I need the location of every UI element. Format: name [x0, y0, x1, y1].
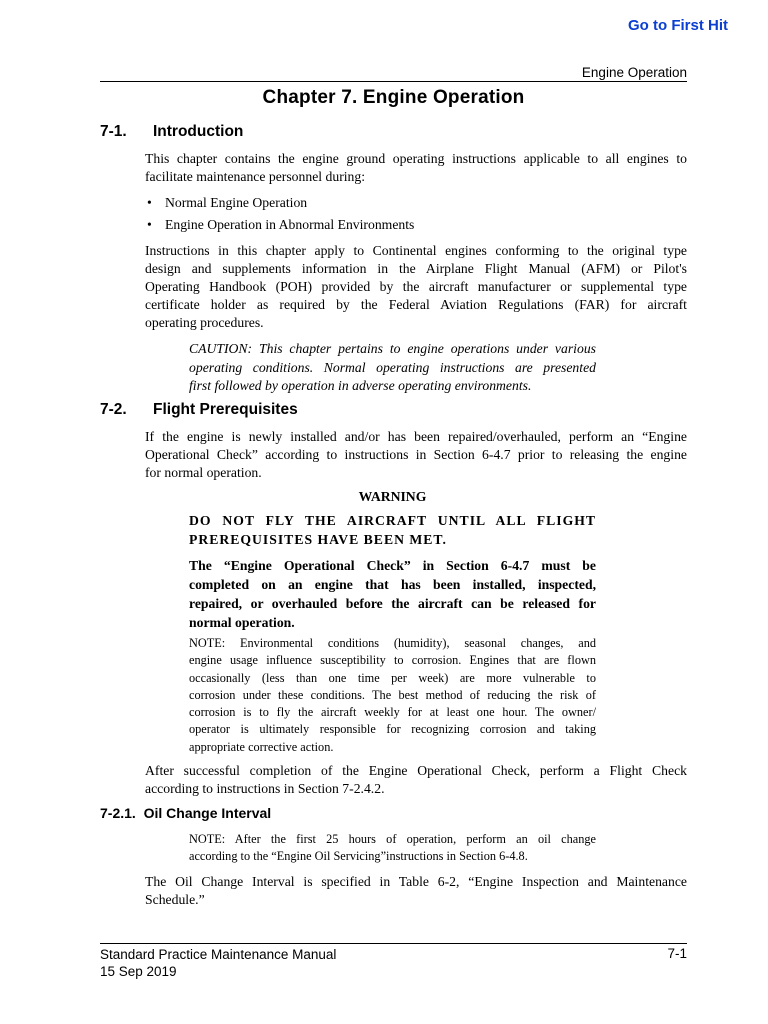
text-line: appropriate corrective action. — [189, 739, 334, 754]
section-title: Flight Prerequisites — [153, 401, 298, 418]
text-line: operating procedures. — [145, 315, 264, 330]
text-line: facilitate maintenance personnel during: — [145, 169, 366, 184]
running-header: Engine Operation — [581, 65, 687, 80]
list-item — [145, 215, 414, 237]
bullet-icon: • — [147, 217, 152, 232]
list-item-text: Engine Operation in Abnormal Environments — [165, 217, 415, 232]
section-number: 7-2. — [100, 401, 127, 418]
flight-check-paragraph — [145, 762, 687, 798]
text-line: CAUTION: This chapter pertains to engine operations under various — [189, 341, 596, 356]
text-line: repaired, or overhauled before the aircraft can be released for — [189, 596, 596, 611]
section-number: 7-2.1. — [100, 805, 136, 821]
text-line: After successful completion of the Engine Operational Check, perform a Flight Check — [145, 763, 687, 778]
warning-caps-text — [189, 511, 596, 549]
section-title: Introduction — [153, 123, 244, 140]
section-heading-7-2 — [100, 401, 298, 419]
text-line: The Oil Change Interval is specified in Table 6-2, “Engine Inspection and Maintenance — [145, 874, 687, 889]
text-line: Schedule.” — [145, 892, 205, 907]
text-line: design and supplements information in the Airplane Flight Manual (AFM) or Pilot's — [145, 261, 687, 276]
text-line: NOTE: After the first 25 hours of operation, perform an oil change — [189, 832, 596, 846]
corrosion-note — [189, 635, 596, 756]
text-line: first followed by operation in adverse operating environments. — [189, 378, 532, 393]
scope-paragraph — [145, 242, 687, 332]
text-line: This chapter contains the engine ground operating instructions applicable to all engines to — [145, 151, 687, 166]
text-line: DO NOT FLY THE AIRCRAFT UNTIL ALL FLIGHT — [189, 513, 596, 528]
text-line: for normal operation. — [145, 465, 262, 480]
text-line: completed on an engine that has been installed, inspected, — [189, 577, 596, 592]
bullet-icon: • — [147, 195, 152, 210]
warning-title: WARNING — [358, 489, 427, 504]
text-line: occasionally (less than one time per week) are more vulnerable to — [189, 670, 596, 685]
text-line: according to instructions in Section 7-2.4.2. — [145, 781, 385, 796]
section-heading-7-2-1 — [100, 805, 271, 821]
prerequisites-paragraph — [145, 428, 687, 482]
text-line: certificate holder as required by the Federal Aviation Regulations (FAR) for aircraft — [145, 297, 687, 312]
text-line: normal operation. — [189, 615, 295, 630]
text-line: according to the “Engine Oil Servicing”instructions in Section 6-4.8. — [189, 849, 528, 864]
footer-rule — [100, 943, 687, 944]
section-number: 7-1. — [100, 123, 127, 140]
text-line: operating conditions. Normal operating instructions are presented — [189, 359, 596, 375]
publication-date: 15 Sep 2019 — [100, 964, 177, 979]
section-title: Oil Change Interval — [143, 805, 272, 821]
chapter-title: Chapter 7. Engine Operation — [262, 87, 525, 108]
header-rule — [100, 81, 687, 82]
caution-note — [189, 340, 596, 396]
manual-title: Standard Practice Maintenance Manual — [100, 947, 337, 962]
text-line: NOTE: Environmental conditions (humidity), seasonal changes, and — [189, 636, 596, 650]
bullet-list — [145, 193, 414, 237]
text-line: The “Engine Operational Check” in Section 6-4.7 must be — [189, 558, 596, 573]
intro-paragraph — [145, 150, 687, 186]
section-heading-7-1 — [100, 123, 243, 141]
go-to-first-hit-link[interactable]: Go to First Hit — [628, 17, 728, 34]
text-line: corrosion under these conditions. The best method of reducing the risk of — [189, 687, 596, 702]
text-line: If the engine is newly installed and/or has been repaired/overhauled, perform an “Engine — [145, 429, 687, 444]
text-line: Operational Check” according to instructions in Section 6-4.7 prior to releasing the engine — [145, 447, 687, 462]
list-item-text: Normal Engine Operation — [165, 195, 308, 210]
oil-change-note — [189, 831, 596, 866]
page-number: 7-1 — [667, 946, 687, 961]
oil-interval-paragraph — [145, 873, 687, 909]
footer-left — [100, 946, 336, 980]
warning-body-text — [189, 556, 596, 632]
text-line: corrosion is to fly the aircraft weekly for at least one hour. The owner/ — [189, 705, 596, 720]
text-line: Operating Handbook (POH) provided by the aircraft manufacturer or supplemental type — [145, 279, 687, 294]
text-line: operator is ultimately responsible for recognizing corrosion and taking — [189, 722, 596, 737]
list-item — [145, 193, 414, 215]
text-line: Instructions in this chapter apply to Continental engines conforming to the original type — [145, 243, 687, 258]
text-line: PREREQUISITES HAVE BEEN MET. — [189, 532, 447, 547]
text-line: engine usage influence susceptibility to corrosion. Engines that are flown — [189, 653, 596, 668]
